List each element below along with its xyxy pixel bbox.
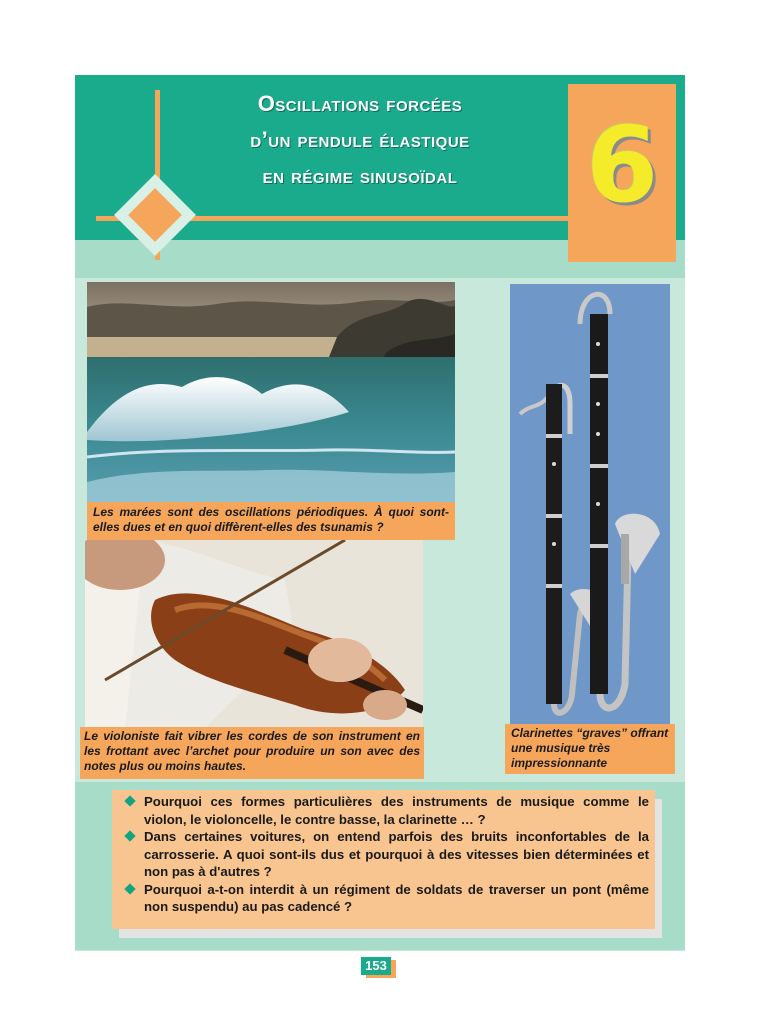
title-line-1: Oscillations forcées	[257, 91, 463, 116]
diamond-bullet-icon	[124, 883, 135, 894]
question-item	[124, 881, 649, 916]
clarinet-photo	[510, 284, 670, 725]
violin-photo	[85, 540, 423, 728]
question-text: Dans certaines voitures, on entend parfois des bruits inconfortables de la carrosserie. A quoi sont-ils dus et pourquoi à des vitesses bien déterminées et non pas à d'autres ?	[144, 829, 649, 879]
diamond-bullet-icon	[124, 830, 135, 841]
waves-caption: Les marées sont des oscillations périodiques. À quoi sont-elles dues et en quoi diffèrent-elles des tsunamis ?	[87, 502, 455, 540]
title-line-3: en régime sinusoïdal	[262, 163, 458, 188]
waves-photo	[87, 282, 455, 502]
chapter-number: 6	[585, 104, 659, 226]
question-item	[124, 793, 649, 828]
clarinet-caption: Clarinettes “graves” offrant une musique très impressionnante	[505, 724, 675, 774]
diamond-bullet-icon	[124, 795, 135, 806]
questions-box	[112, 790, 655, 929]
question-item	[124, 828, 649, 881]
title-line-2: d’un pendule élastique	[250, 127, 470, 152]
question-text: Pourquoi ces formes particulières des instruments de musique comme le violon, le violoncelle, le contre basse, la clarinette … ?	[144, 794, 649, 827]
violin-caption: Le violoniste fait vibrer les cordes de son instrument en les frottant avec l’archet pour produire un son avec des notes plus ou moins hautes.	[80, 727, 424, 779]
page-number: 153	[361, 957, 391, 975]
question-text: Pourquoi a-t-on interdit à un régiment de soldats de traverser un pont (même non suspendu) au pas cadencé ?	[144, 881, 649, 914]
chapter-title	[160, 86, 560, 194]
